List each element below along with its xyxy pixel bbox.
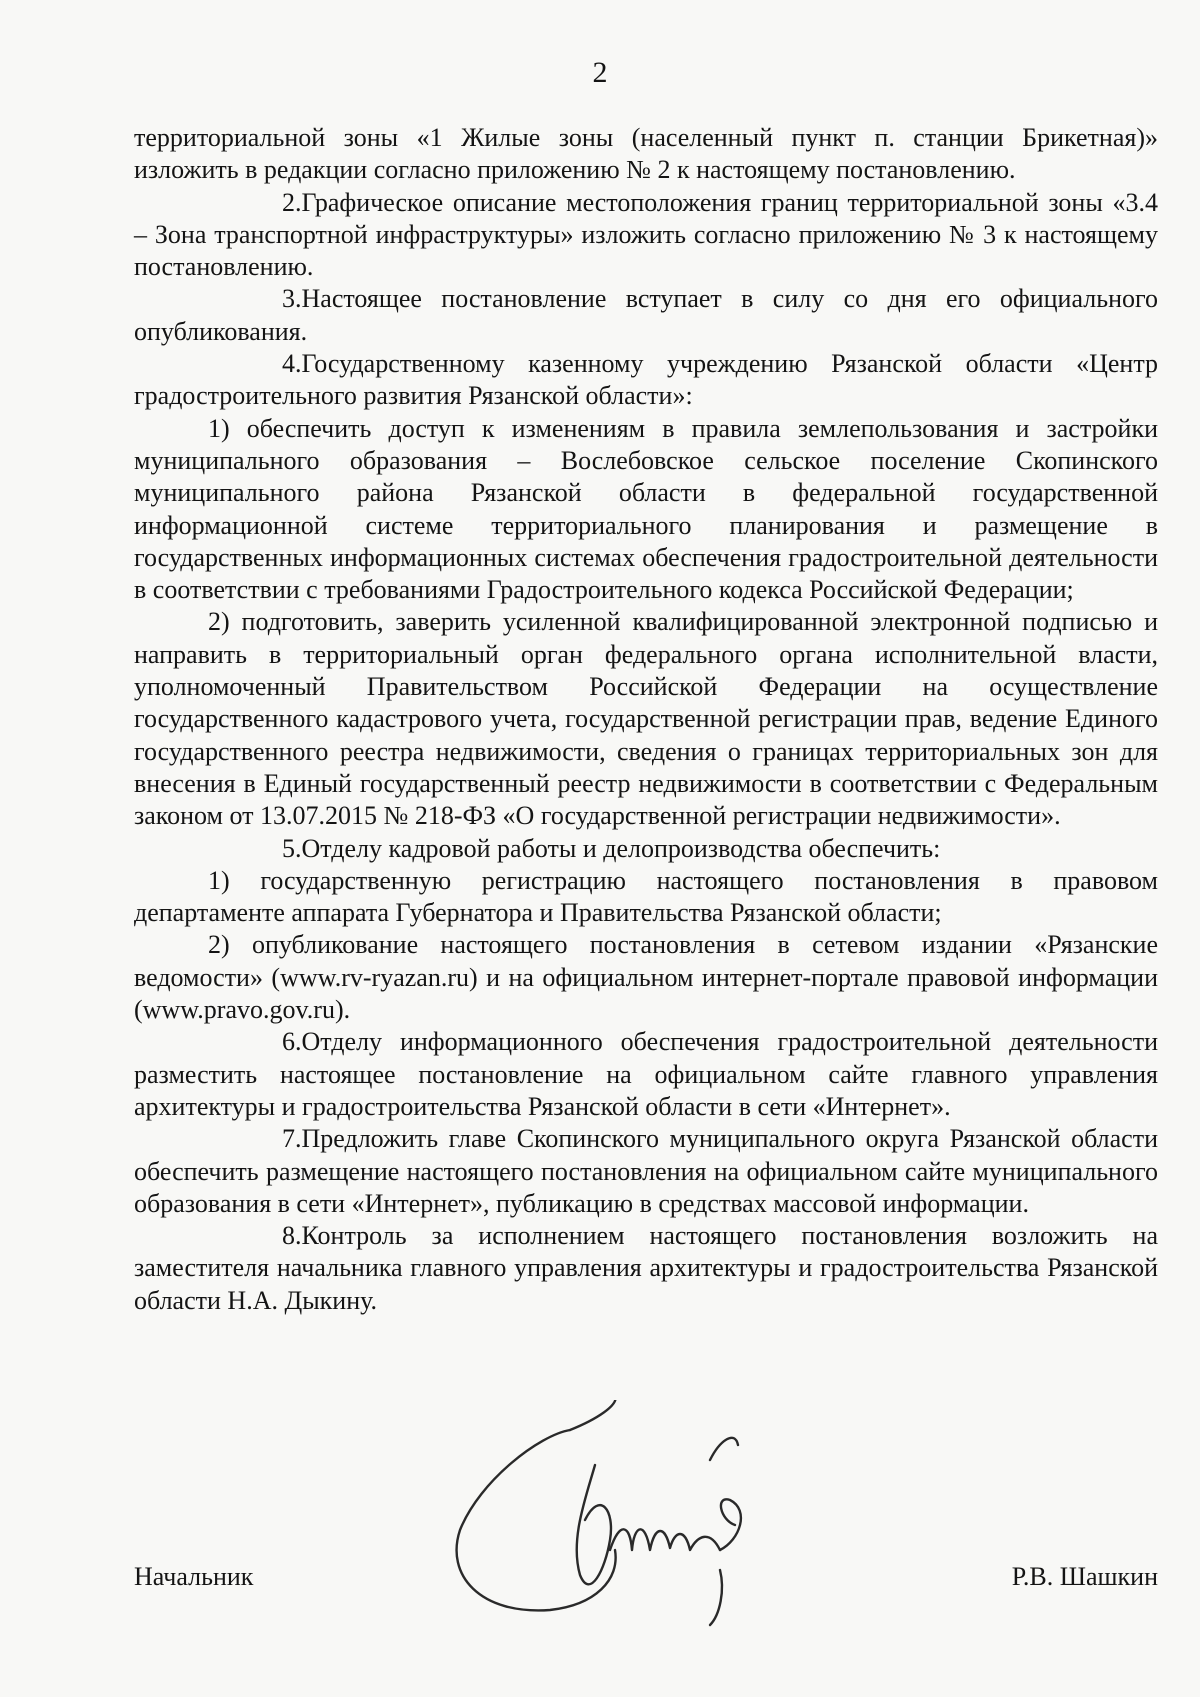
paragraph-item-5 <box>134 833 1158 865</box>
page-number: 2 <box>592 56 608 89</box>
paragraph-item-2 <box>134 187 1158 284</box>
item-number: 2. <box>282 187 302 217</box>
signer-name: Р.В. Шашкин <box>1011 1562 1158 1591</box>
item-number: 5. <box>282 833 302 863</box>
paragraph-text: Контроль за исполнением настоящего постановления возложить на заместителя начальника главного управления архитектуры и градостроительства Рязанской области Н.А. Дыкину. <box>134 1221 1158 1315</box>
paragraph-text: 2) опубликование настоящего постановления в сетевом издании «Рязанские ведомости» (www.rv-ryazan.ru) и на официальном интернет-портале правовой информации (www.pravo.gov.ru). <box>134 930 1158 1025</box>
paragraph-text: Государственному казенному учреждению Рязанской области «Центр градостроительного развития Рязанской области»: <box>134 349 1158 411</box>
item-number: 6. <box>282 1027 302 1057</box>
item-number: 7. <box>282 1124 302 1154</box>
paragraph-item-3 <box>134 283 1158 348</box>
paragraph-subitem-5-2 <box>134 929 1158 1026</box>
handwritten-signature <box>420 1400 800 1630</box>
paragraph-text: Предложить главе Скопинского муниципального округа Рязанской области обеспечить размещение настоящего постановления на официальном сайте муниципального образования в сети «Интернет», публикацию в средствах массовой информации. <box>134 1124 1158 1218</box>
paragraph-text: Настоящее постановление вступает в силу со дня его официального опубликования. <box>134 284 1158 346</box>
paragraph-text: Отделу кадровой работы и делопроизводства обеспечить: <box>301 833 941 863</box>
paragraph-item-7 <box>134 1123 1158 1220</box>
paragraph-item-8 <box>134 1220 1158 1317</box>
paragraph-text: территориальной зоны «1 Жилые зоны (населенный пункт п. станции Брикетная)» изложить в редакции согласно приложению № 2 к настоящему постановлению. <box>134 123 1158 185</box>
item-number: 4. <box>282 349 302 379</box>
paragraph-text: Отделу информационного обеспечения градостроительной деятельности разместить настоящее постановление на официальном сайте главного управления архитектуры и градостроительства Рязанской области в сети «Интернет». <box>134 1027 1158 1121</box>
paragraph-text: Графическое описание местоположения границ территориальной зоны «3.4 – Зона транспортной инфраструктуры» изложить согласно приложению № 3 к настоящему постановлению. <box>134 187 1158 282</box>
paragraph-text: 1) государственную регистрацию настоящего постановления в правовом департаменте аппарата Губернатора и Правительства Рязанской области; <box>134 865 1158 928</box>
paragraph-text: 2) подготовить, заверить усиленной квалифицированной электронной подписью и направить в территориальный орган федерального органа исполнительной власти, уполномоченный Правительством Российской Федерации на осуществление государственного кадастрового учета, государственной регистрации прав, ведение Единого государственного реестра недвижимости, сведения о границах территориальных зон для внесения в Единый государственный реестр недвижимости в соответствии с Федеральным законом от 13.07.2015 № 218-ФЗ «О государственной регистрации недвижимости». <box>134 607 1158 831</box>
paragraph-subitem-4-2 <box>134 606 1158 832</box>
signer-position: Начальник <box>134 1562 254 1591</box>
item-number: 3. <box>282 284 302 314</box>
document-body <box>134 122 1158 1317</box>
paragraph-item-6 <box>134 1026 1158 1123</box>
item-number: 8. <box>282 1221 302 1251</box>
paragraph-subitem-4-1 <box>134 413 1158 607</box>
paragraph-continuation <box>134 122 1158 187</box>
paragraph-subitem-5-1 <box>134 865 1158 930</box>
paragraph-text: 1) обеспечить доступ к изменениям в правила землепользования и застройки муниципального образования – Вослебовское сельское поселение Скопинского муниципального района Рязанской области в федеральной государственной информационной системе территориального планирования и размещение в государственных информационных системах обеспечения градостроительной деятельности в соответствии с требованиями Градостроительного кодекса Российской Федерации; <box>134 413 1158 605</box>
paragraph-item-4 <box>134 348 1158 413</box>
